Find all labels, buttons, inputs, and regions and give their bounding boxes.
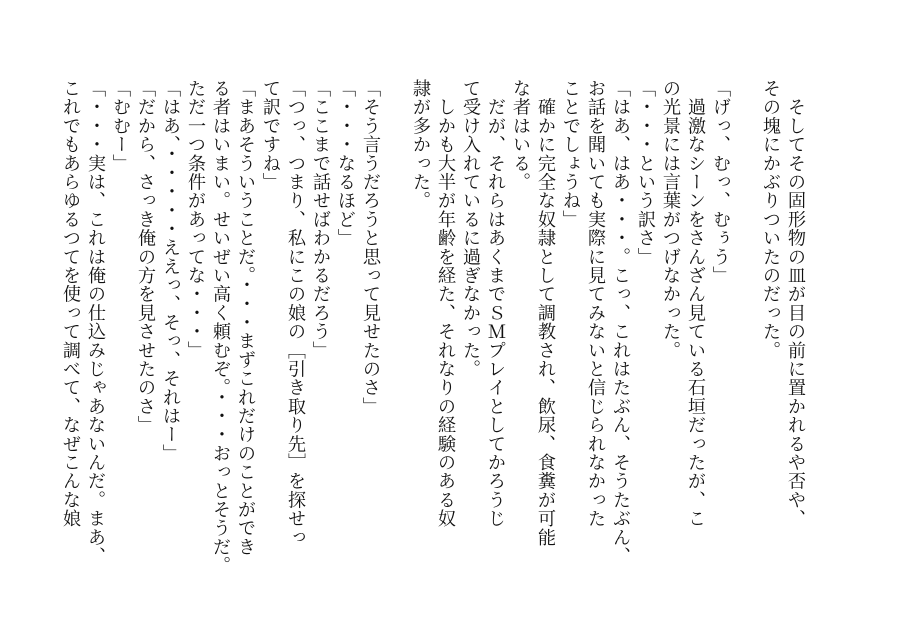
- text-line: 「・・・という訳さ」: [635, 79, 656, 266]
- text-line: ことでしょうね」: [560, 79, 581, 229]
- text-line: な者はいる。: [510, 79, 531, 192]
- text-line: 「はあ、はあ・・・。こっ、これはたぶん、そうたぶん、: [610, 79, 631, 566]
- text-line: 「はあ、・・・・・ええっ、そっ、それはー」: [160, 79, 181, 463]
- text-line: 「ここまで話せばわかるだろう」: [310, 79, 331, 360]
- text-line: その塊にかぶりついたのだった。: [760, 79, 781, 360]
- text-line: これでもあらゆるつてを使って調べて、なぜこんな娘: [60, 79, 81, 528]
- text-line: しかも大半が年齢を経た、それなりの経験のある奴: [435, 79, 456, 528]
- text-line: る者はいまい。せいぜい高く頼むぞ。・・・おっとそうだ。: [210, 79, 231, 575]
- text-line: て受け入れているに過ぎなかった。: [460, 79, 481, 379]
- text-line: お話を聞いても実際に見てみないと信じられなかった: [585, 79, 606, 528]
- paragraph-gap: [733, 79, 758, 599]
- text-line: 「だから、さっき俺の方を見させたのさ」: [135, 79, 156, 435]
- text-line: 「げっ、むっ、むぅう」: [710, 79, 731, 285]
- text-line: 隷が多かった。: [410, 79, 431, 210]
- text-line: 「そう言うだろうと思って見せたのさ」: [360, 79, 381, 416]
- text-line: そしてその固形物の皿が目の前に置かれるや否や、: [785, 79, 806, 528]
- text-line: だが、それらはあくまでＳＭプレイとしてかろうじ: [485, 79, 506, 528]
- text-line: 過激なシーンをさんざん見ている石垣だったが、こ: [685, 79, 706, 528]
- text-line: ただ一つ条件があってな・・・」: [185, 79, 206, 360]
- vertical-text-block: [58, 79, 808, 599]
- text-line: て訳ですね」: [260, 79, 281, 192]
- paragraph-gap: [383, 79, 408, 599]
- text-line: 「・・・実は、これは俺の仕込みじゃあないんだ。まあ、: [85, 79, 106, 566]
- text-line: 「・・・なるほど」: [335, 79, 356, 248]
- text-line: 「つっ、つまり、私にこの娘の［引き取り先］を探せっ: [285, 79, 306, 547]
- text-line: の光景には言葉がつげなかった。: [660, 79, 681, 360]
- text-line: 確かに完全な奴隷として調教され、飲尿、食糞が可能: [535, 79, 556, 547]
- text-line: 「むむー」: [110, 79, 131, 173]
- text-line: 「まあそういうことだ。・・・まずこれだけのことができ: [235, 79, 256, 557]
